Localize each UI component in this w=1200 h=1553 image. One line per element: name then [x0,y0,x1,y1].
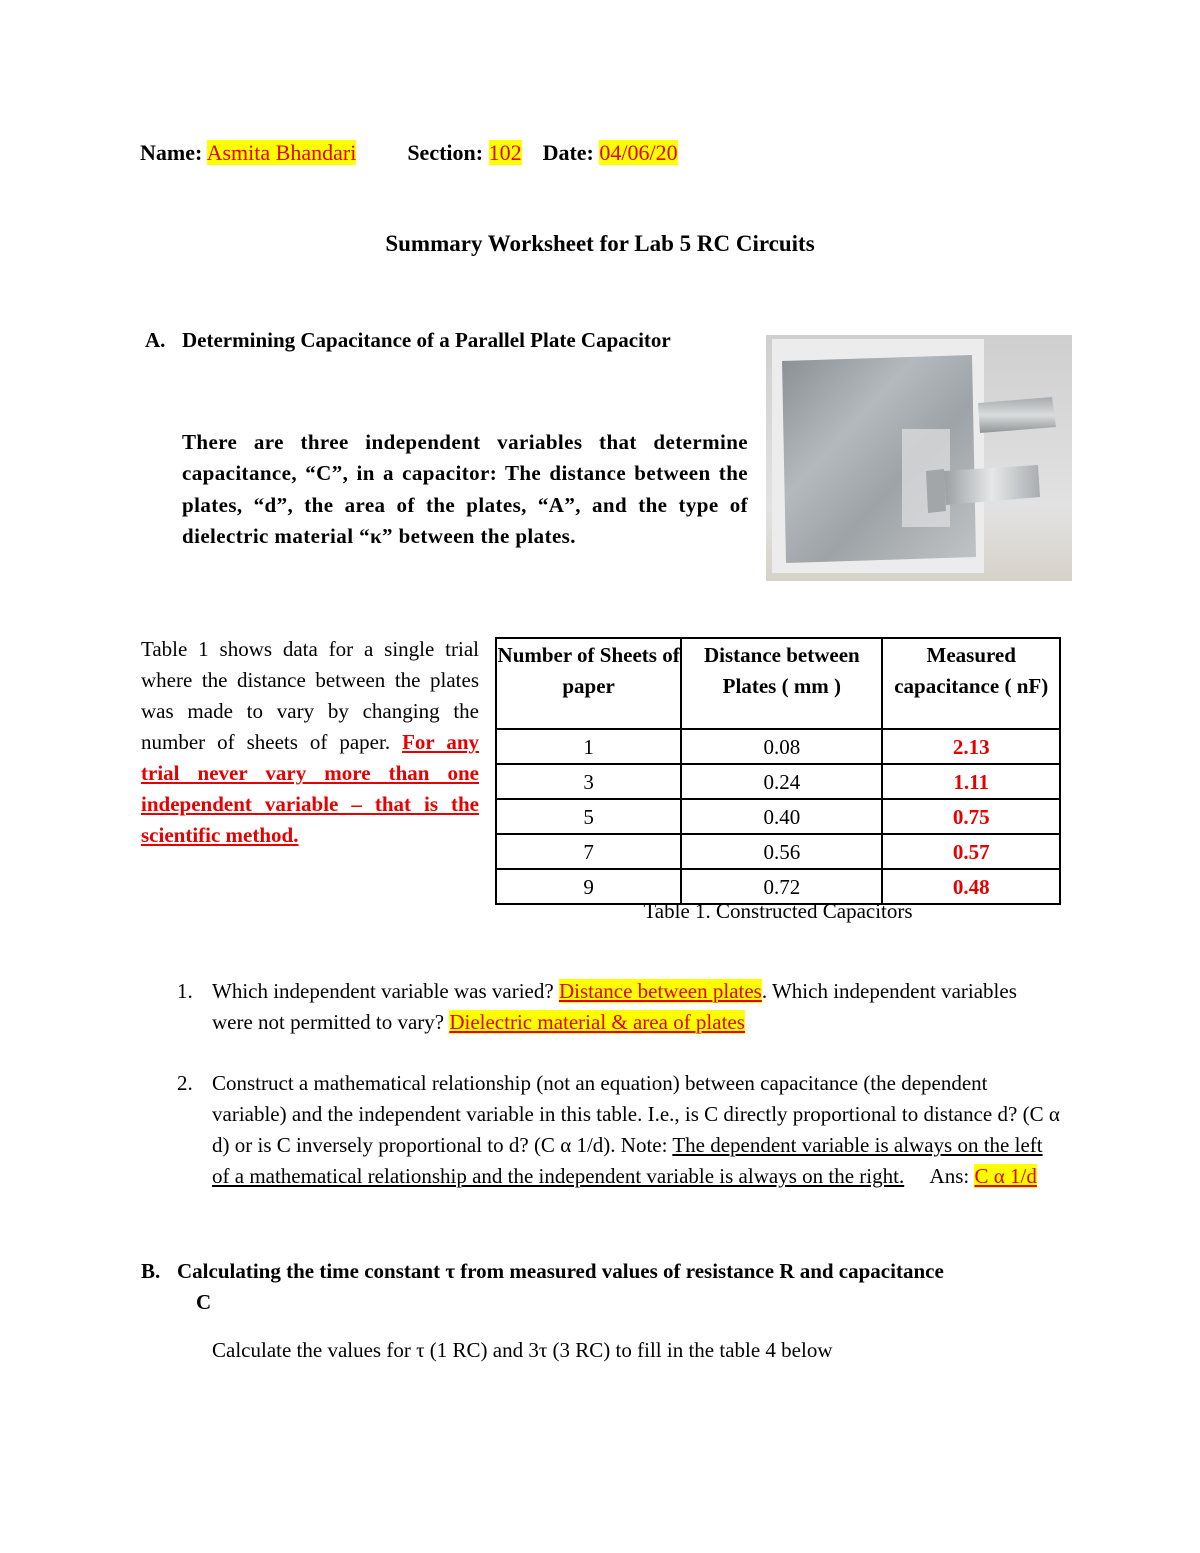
cell-capacitance: 2.13 [882,729,1060,764]
question-2-answer: C α 1/d [974,1164,1037,1188]
scientific-method-warning: For any trial never vary more than one independent variable – that is the scientific method. [141,730,480,847]
foil-bottom-under [926,469,946,513]
section-b-heading [141,1256,1071,1318]
cell-sheets: 7 [496,834,681,869]
question-2-ans-label: Ans: [929,1164,970,1188]
question-2-note: The dependent variable is always on the left of a mathematical relationship and the independent variable is always on the right. [212,1133,1043,1188]
question-1-answer-1: Distance between plates [558,979,762,1003]
cell-distance: 0.08 [681,729,882,764]
cell-capacitance: 0.75 [882,799,1060,834]
section-value: 102 [488,140,522,165]
capacitor-data-table [495,637,1061,905]
date-value: 04/06/20 [599,140,678,165]
cell-distance: 0.24 [681,764,882,799]
section-a-title: Determining Capacitance of a Parallel Plate Capacitor [182,328,671,352]
cell-sheets: 3 [496,764,681,799]
section-b-instructions: Calculate the values for τ (1 RC) and 3τ (3 RC) to fill in the table 4 below [212,1338,833,1362]
date-label: Date: [542,140,594,165]
header-line [140,140,678,166]
intro-paragraph: There are three independent variables that determine capacitance, “C”, in a capacitor: The distance between the plates, “d”, the area of the plates, “A”, and the type of dielectric material “κ” between the plates. [182,430,748,548]
cell-capacitance: 0.48 [882,869,1060,904]
cell-sheets: 1 [496,729,681,764]
section-b-number: B. [141,1259,161,1283]
question-1-number: 1. [177,979,193,1003]
header-capacitance: Measured capacitance ( nF) [882,638,1060,729]
table-description [141,634,479,851]
table-row [496,729,1060,764]
question-1-text-2: . Which independent variables were not permitted to vary? [212,979,1017,1034]
question-2-number: 2. [177,1071,193,1095]
section-b-title: Calculating the time constant τ from measured values of resistance R and capacitance [177,1259,944,1283]
document-title: Summary Worksheet for Lab 5 RC Circuits [385,231,815,256]
section-b-title-continued: C [196,1290,212,1314]
question-1-text-1: Which independent variable was varied? [212,979,554,1003]
header-distance: Distance between Plates ( mm ) [681,638,882,729]
question-2 [177,1068,1062,1192]
question-2-text: Construct a mathematical relationship (not an equation) between capacitance (the dependent variable) and the independent variable in this table. I.e., is C directly proportional to distance d? (C α d) or is C inversely proportional to d? (C α 1/d). Note: [212,1071,1060,1157]
table-row [496,834,1060,869]
capacitor-photo [766,335,1072,581]
cell-distance: 0.40 [681,799,882,834]
cell-capacitance: 1.11 [882,764,1060,799]
cell-sheets: 5 [496,799,681,834]
question-1-answer-2: Dielectric material & area of plates [449,1010,745,1034]
question-1 [177,976,1062,1038]
header-sheets: Number of Sheets of paper [496,638,681,729]
name-value: Asmita Bhandari [206,140,357,165]
section-a-heading [145,328,671,353]
name-label: Name: [140,140,203,165]
cell-sheets: 9 [496,869,681,904]
table-row [496,764,1060,799]
section-a-number: A. [145,328,166,352]
table-description-text: Table 1 shows data for a single trial where the distance between the plates was made to vary by changing the number of sheets of paper. [141,637,479,754]
table-caption: Table 1. Constructed Capacitors [643,899,913,923]
table-header-row [496,638,1060,729]
table-row [496,799,1060,834]
top-foil-tab [978,397,1056,433]
cell-distance: 0.56 [681,834,882,869]
section-label: Section: [407,140,484,165]
cell-distance: 0.72 [681,869,882,904]
cell-capacitance: 0.57 [882,834,1060,869]
